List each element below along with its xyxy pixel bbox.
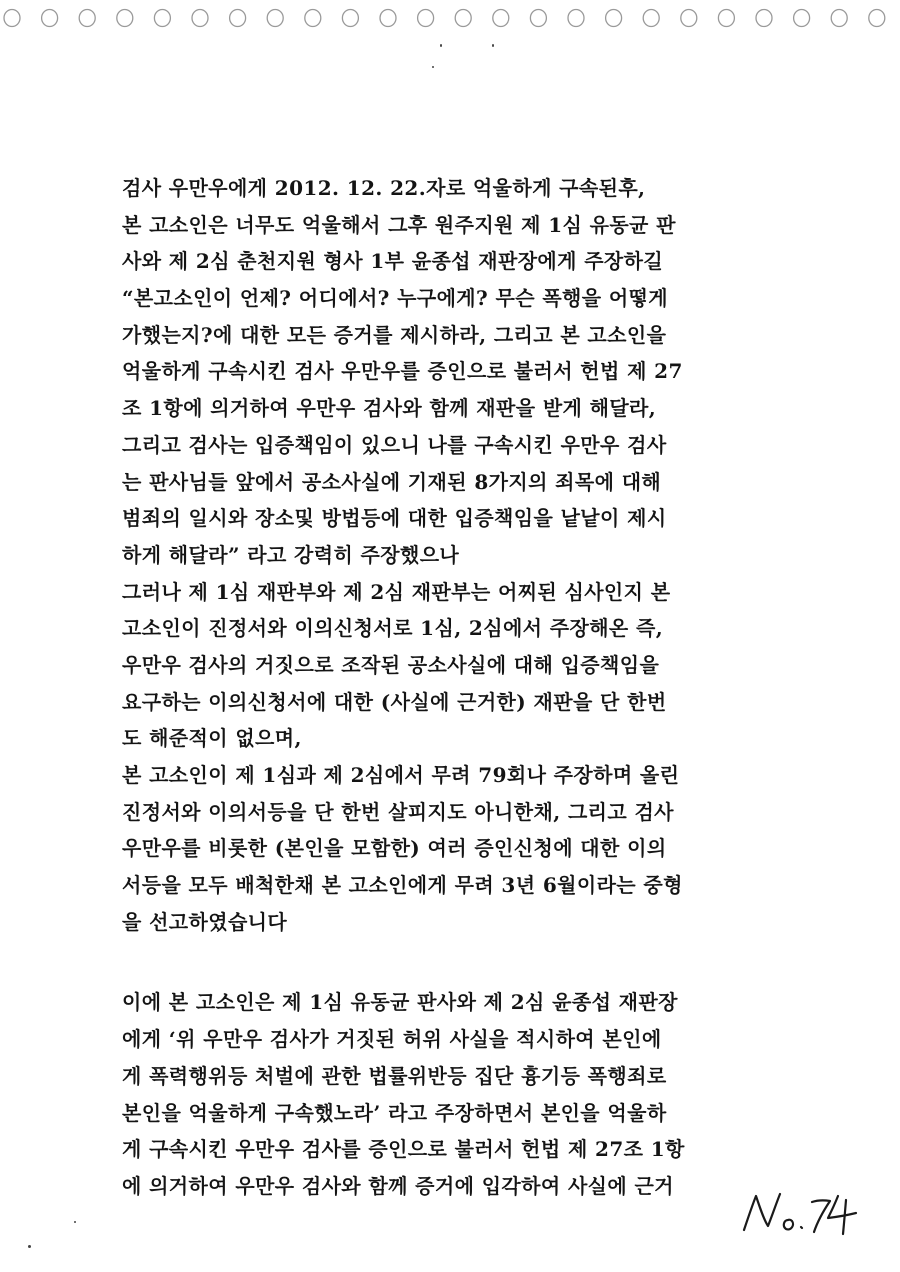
text-line: 하게 해달라” 라고 강력히 주장했으나 [122,542,460,567]
binder-hole [230,10,246,27]
text-line: 도 해준적이 없으며, [122,726,302,751]
text-line: 본인을 억울하게 구속했노라’ 라고 주장하면서 본인을 억울하 [122,1100,667,1125]
scan-speck [440,44,442,47]
text-line: 범죄의 일시와 장소및 방법등에 대한 입증책임을 낱낱이 제시 [122,506,667,531]
text-line: 본 고소인은 너무도 억울해서 그후 원주지원 제 1심 유동균 판 [122,212,676,237]
binder-hole [117,10,133,27]
text-line: 요구하는 이의신청서에 대한 (사실에 근거한) 재판을 단 한번 [122,689,667,714]
binder-hole [643,10,659,27]
text-line: 에 의거하여 우만우 검사와 함께 증거에 입각하여 사실에 근거 [122,1173,674,1198]
text-line: 이에 본 고소인은 제 1심 유동균 판사와 제 2심 윤종섭 재판장 [122,990,678,1015]
text-line: 가했는지?에 대한 모든 증거를 제시하라, 그리고 본 고소인을 [122,322,667,347]
binder-hole [794,10,810,27]
binder-hole [831,10,847,27]
binder-hole [530,10,546,27]
text-line: 우만우 검사의 거짓으로 조작된 공소사실에 대해 입증책임을 [122,652,660,677]
text-line: 우만우를 비롯한 (본인을 모함한) 여러 증인신청에 대한 이의 [122,836,667,861]
binder-holes-strip [0,6,900,30]
text-line: 을 선고하였습니다 [122,909,288,934]
binder-hole [718,10,734,27]
binder-holes [0,6,900,30]
binder-hole [869,10,885,27]
text-line: 는 판사님들 앞에서 공소사실에 기재된 8가지의 죄목에 대해 [122,469,662,494]
binder-hole [455,10,471,27]
binder-hole [342,10,358,27]
paragraph-1 [122,170,782,940]
binder-hole [606,10,622,27]
text-line: 그리고 검사는 입증책임이 있으니 나를 구속시킨 우만우 검사 [122,432,667,457]
binder-hole [4,10,20,27]
binder-hole [192,10,208,27]
binder-hole [305,10,321,27]
paragraph-gap [122,940,782,984]
text-line: 게 폭력행위등 처벌에 관한 법률위반등 집단 흉기등 폭행죄로 [122,1063,667,1088]
document-body [122,170,782,1205]
text-line: “본고소인이 언제? 어디에서? 누구에게? 무슨 폭행을 어떻게 [122,286,668,311]
binder-hole [493,10,509,27]
scan-speck [492,44,494,47]
scan-speck [28,1245,31,1248]
handwritten-page-number [738,1186,868,1236]
binder-hole [380,10,396,27]
binder-hole [681,10,697,27]
paragraph-2 [122,984,782,1204]
binder-hole [42,10,58,27]
text-line: 조 1항에 의거하여 우만우 검사와 함께 재판을 받게 해달라, [122,396,657,421]
scan-speck [432,66,434,68]
scan-speck [74,1221,76,1223]
text-line: 사와 제 2심 춘천지원 형사 1부 윤종섭 재판장에게 주장하길 [122,249,664,274]
binder-hole [568,10,584,27]
text-line: 게 구속시킨 우만우 검사를 증인으로 불러서 헌법 제 27조 1항 [122,1137,685,1162]
binder-hole [154,10,170,27]
text-line: 검사 우만우에게 2012. 12. 22.자로 억울하게 구속된후, [122,176,646,200]
text-line: 억울하게 구속시킨 검사 우만우를 증인으로 불러서 헌법 제 27 [122,359,683,384]
text-line: 본 고소인이 제 1심과 제 2심에서 무려 79회나 주장하며 올린 [122,763,680,787]
binder-hole [267,10,283,27]
text-line: 서등을 모두 배척한채 본 고소인에게 무려 3년 6월이라는 중형 [122,873,683,898]
text-line: 진정서와 이의서등을 단 한번 살피지도 아니한채, 그리고 검사 [122,799,674,824]
binder-hole [418,10,434,27]
binder-hole [79,10,95,27]
text-line: 고소인이 진정서와 이의신청서로 1심, 2심에서 주장해온 즉, [122,616,664,641]
text-line: 그러나 제 1심 재판부와 제 2심 재판부는 어찌된 심사인지 본 [122,579,671,604]
binder-hole [756,10,772,27]
text-line: 에게 ‘위 우만우 검사가 거짓된 허위 사실을 적시하여 본인에 [122,1027,662,1052]
